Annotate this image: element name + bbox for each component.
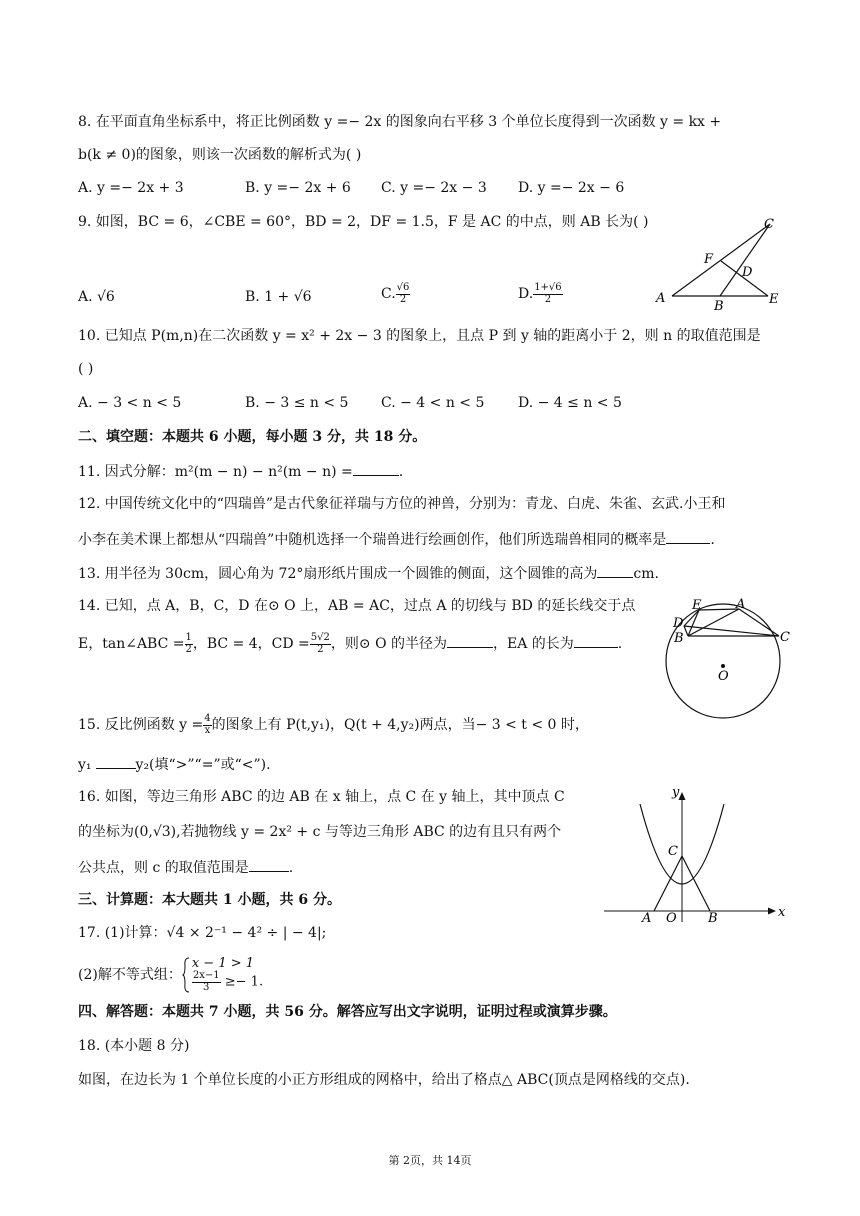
q9-line1: 9. 如图，BC = 6，∠CBE = 60°，BD = 2，DF = 1.5，F 是 AC 的中点，则 AB 长为( )	[78, 214, 649, 230]
q10-line2: ( )	[78, 361, 94, 377]
q9-label-e: E	[769, 292, 779, 307]
q16-line2: 的坐标为(0,√3),若抛物线 y = 2x² + c 与等边三角形 ABC 的边有且只有两个	[78, 824, 562, 840]
q14-blank-ea	[574, 635, 618, 648]
q10-option-b: B. − 3 ≤ n < 5	[245, 395, 349, 411]
q15-line2: y₁ y₂(填“>”“=”或“<”).	[78, 757, 271, 773]
q16-label-o: O	[666, 911, 677, 924]
q10-option-d: D. − 4 ≤ n < 5	[518, 395, 622, 411]
q18-heading: 18. (本小题 8 分)	[78, 1038, 190, 1054]
q14-label-e: E	[692, 598, 702, 613]
q9-option-a: A. √6	[78, 289, 115, 305]
q9-label-d: D	[742, 265, 753, 280]
q12-line1: 12. 中国传统文化中的“四瑞兽”是古代象征祥瑞与方位的神兽，分别为：青龙、白虎、朱雀、玄武.小王和	[78, 496, 726, 512]
page-footer: 第 2页，共 14页	[388, 1154, 472, 1167]
q16-blank	[249, 859, 289, 872]
q17-part1: 17. (1)计算：√4 × 2⁻¹ − 4² ÷ | − 4|;	[78, 925, 327, 941]
q9-label-f: F	[704, 252, 714, 267]
q15-blank	[96, 756, 136, 769]
q8-option-b: B. y =− 2x + 6	[245, 180, 351, 196]
section-2-heading: 二、填空题：本题共 6 小题，每小题 3 分，共 18 分。	[78, 429, 427, 445]
q14-label-b: B	[674, 631, 684, 646]
q16-label-x: x	[778, 905, 786, 920]
q11: 11. 因式分解：m²(m − n) − n²(m − n) = .	[78, 464, 404, 480]
q8-option-a: A. y =− 2x + 3	[78, 180, 184, 196]
q8-line2: b(k ≠ 0)的图象，则该一次函数的解析式为( )	[78, 147, 362, 163]
q16-line3: 公共点，则 c 的取值范围是 .	[78, 860, 294, 876]
q14-line2: E，tan∠ABC = $\frac{1}{2}$ ，BC = 4，CD = $\frac{5√2}{2}$ ，则⊙ O 的半径为 ，EA 的长为 .	[78, 632, 623, 655]
q14-label-o: O	[718, 669, 729, 684]
section-3-heading: 三、计算题：本大题共 1 小题，共 6 分。	[78, 892, 341, 908]
q8-option-c: C. y =− 2x − 3	[381, 180, 487, 196]
q10-option-c: C. − 4 < n < 5	[381, 395, 485, 411]
q9-option-d: D. $\frac{1+√6}{2}$	[518, 282, 562, 305]
q14-label-a: A	[736, 597, 746, 612]
q13-blank	[597, 565, 633, 578]
q8-line1: 8. 在平面直角坐标系中，将正比例函数 y =− 2x 的图象向右平移 3 个单位长度得到一次函数 y = kx +	[78, 114, 722, 130]
q16-label-c: C	[668, 844, 678, 859]
q8-option-d: D. y =− 2x − 6	[518, 180, 625, 196]
q10-option-a: A. − 3 < n < 5	[78, 395, 182, 411]
q9-option-b: B. 1 + √6	[245, 289, 312, 305]
q16-label-a: A	[642, 911, 652, 924]
section-4-heading: 四、解答题：本题共 7 小题，共 56 分。解答应写出文字说明，证明过程或演算步骤。	[78, 1004, 617, 1020]
q18-text: 如图，在边长为 1 个单位长度的小正方形组成的网格中，给出了格点△ ABC(顶点是网格线的交点).	[78, 1072, 690, 1088]
q17-part2: (2)解不等式组： x − 1 > 1 $\frac{2x-1}{3}$ ≥− 1.	[78, 955, 264, 993]
q14-blank-radius	[447, 635, 493, 648]
q16-label-y: y	[672, 785, 680, 800]
q16-parabola-figure	[600, 784, 790, 924]
q11-blank	[353, 463, 399, 476]
q14-label-d: D	[673, 616, 684, 631]
q14-line1: 14. 已知，点 A，B，C，D 在⊙ O 上，AB = AC，过点 A 的切线与 BD 的延长线交于点	[78, 598, 636, 614]
q17-brace-icon	[182, 957, 190, 993]
q14-label-c: C	[780, 630, 790, 645]
q12-blank	[666, 531, 710, 544]
q13: 13. 用半径为 30cm，圆心角为 72°扇形纸片围成一个圆锥的侧面，这个圆锥的高为 cm.	[78, 566, 659, 582]
q16-label-b: B	[708, 911, 718, 924]
q9-label-c: C	[764, 217, 774, 232]
q9-label-a: A	[656, 291, 666, 306]
q12-line2: 小李在美术课上都想从“四瑞兽”中随机选择一个瑞兽进行绘画创作，他们所选瑞兽相同的概率是 .	[78, 532, 715, 548]
q15-line1: 15. 反比例函数 y = $\frac{4}{x}$ 的图象上有 P(t,y₁)，Q(t + 4,y₂)两点，当− 3 < t < 0 时，	[78, 713, 589, 736]
q14-circle-figure	[660, 596, 790, 722]
q16-line1: 16. 如图，等边三角形 ABC 的边 AB 在 x 轴上，点 C 在 y 轴上，其中顶点 C	[78, 789, 565, 805]
q10-line1: 10. 已知点 P(m,n)在二次函数 y = x² + 2x − 3 的图象上，且点 P 到 y 轴的距离小于 2，则 n 的取值范围是	[78, 328, 761, 344]
q9-label-b: B	[714, 299, 724, 310]
q9-triangle-figure	[650, 210, 790, 310]
q9-option-c: C. $\frac{√6}{2}$	[381, 282, 410, 305]
